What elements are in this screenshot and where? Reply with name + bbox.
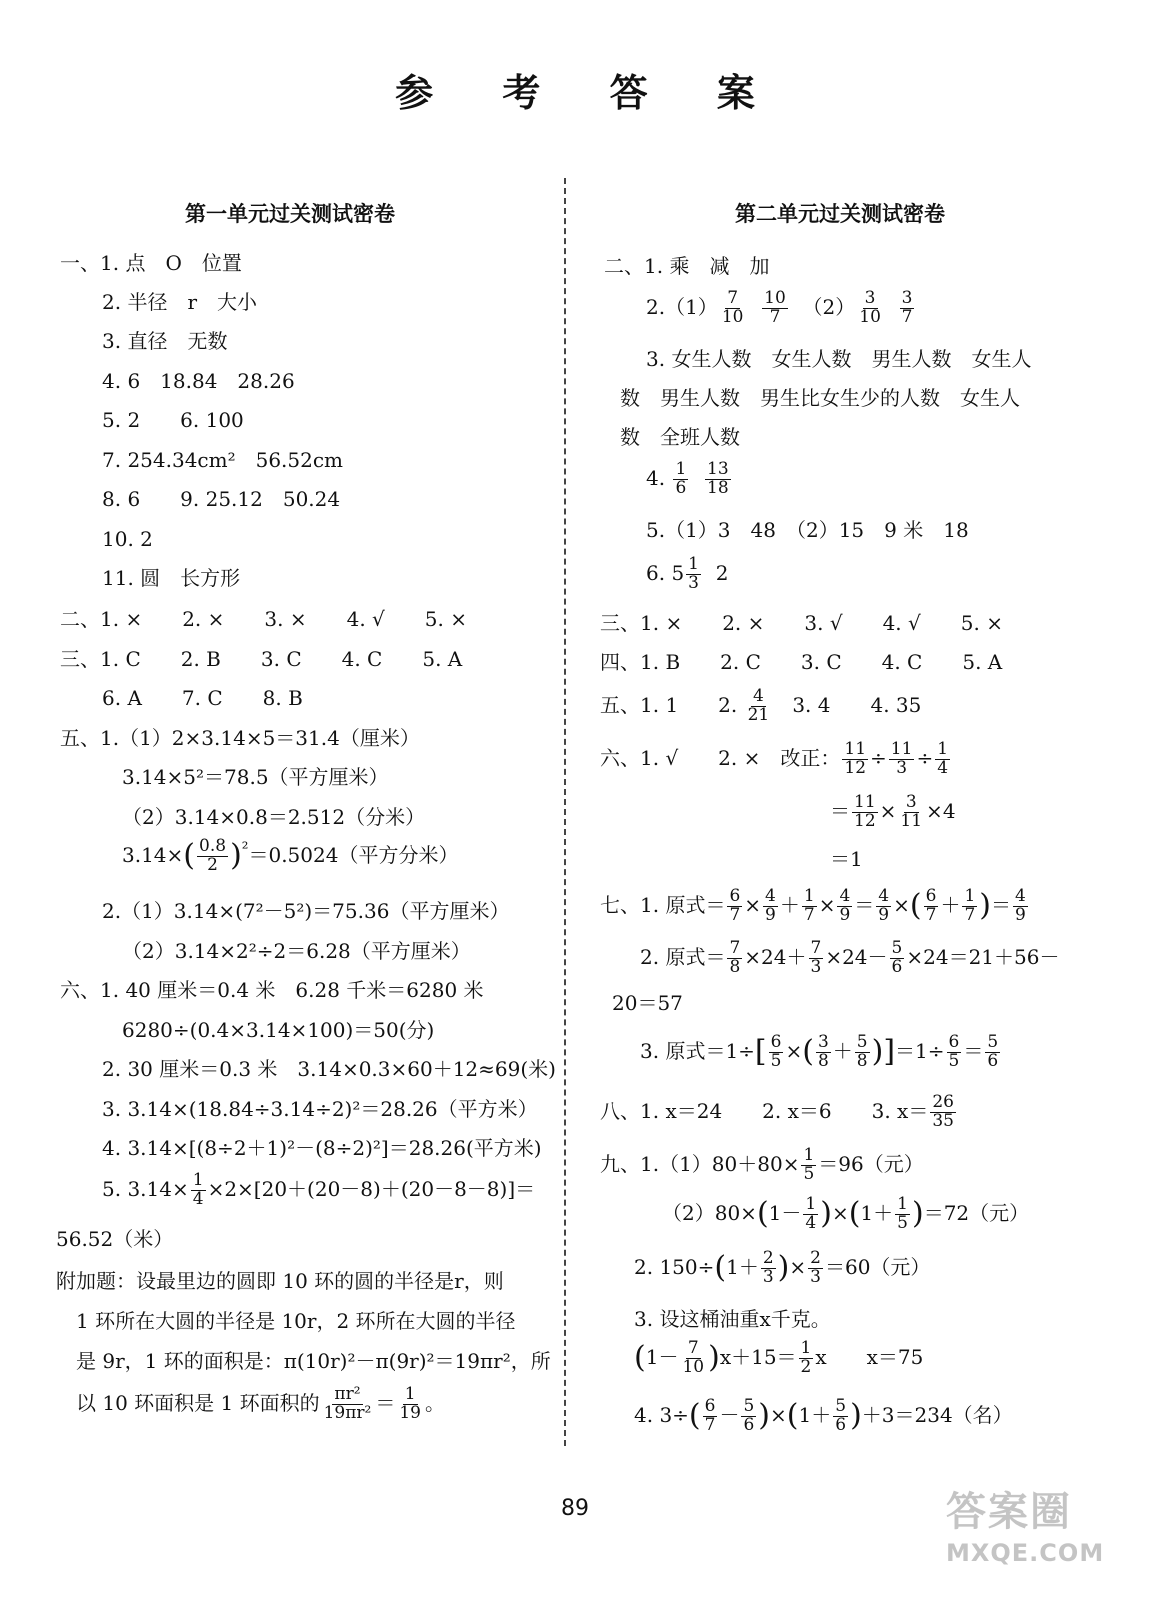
left-line: 五、1.（1）2×3.14×5＝31.4（厘米） <box>60 726 420 750</box>
left-formula-fraction-line: 3.14×( $\frac{0.8}{2}$ )$^{^2}$＝0.5024（平方分米） <box>122 836 459 875</box>
right-formula-line: 4. 3÷( $\frac{6}{7}$ － $\frac{5}{6}$ )×(1＋ $\frac{5}{6}$ )＋3＝234（名） <box>634 1396 1013 1435</box>
right-formula-line: 八、1. x＝24 2. x＝6 3. x＝ $\frac{26}{35}$ <box>600 1092 954 1131</box>
left-line: 3. 3.14×(18.84÷3.14÷2)²＝28.26（平方米） <box>102 1097 538 1121</box>
right-formula-line: ＝ $\frac{11}{12}$ × $\frac{3}{11}$ ×4 <box>830 792 956 831</box>
left-line: 二、1. × 2. × 3. × 4. √ 5. × <box>60 607 467 631</box>
left-line: 三、1. C 2. B 3. C 4. C 5. A <box>60 647 463 671</box>
left-line: 6280÷(0.4×3.14×100)＝50(分) <box>122 1018 435 1042</box>
left-line: 4. 6 18.84 28.26 <box>102 369 295 393</box>
page-title: 参 考 答 案 <box>395 71 783 115</box>
left-heading: 第一单元过关测试密卷 <box>185 202 395 226</box>
left-line: （2）3.14×0.8＝2.512（分米） <box>122 805 426 829</box>
right-formula-line: 2. 150÷(1＋ $\frac{2}{3}$ )× $\frac{2}{3}$ ＝60（元） <box>634 1248 931 1287</box>
left-line: 3. 直径 无数 <box>102 329 228 353</box>
right-line: 20＝57 <box>612 991 683 1015</box>
right-line: 四、1. B 2. C 3. C 4. C 5. A <box>600 650 1003 674</box>
left-line: （2）3.14×2²÷2＝6.28（平方厘米） <box>122 939 471 963</box>
left-line: 5. 2 6. 100 <box>102 408 244 432</box>
right-line: 3. 设这桶油重x千克。 <box>634 1307 831 1331</box>
page-number: 89 <box>561 1496 589 1521</box>
left-line: 10. 2 <box>102 527 153 551</box>
right-line: 3. 女生人数 女生人数 男生人数 女生人 <box>646 347 1032 371</box>
left-line: 六、1. 40 厘米＝0.4 米 6.28 千米＝6280 米 <box>60 978 484 1002</box>
right-formula-line: 4. $\frac{1}{6}$ $\frac{13}{18}$ <box>646 459 729 498</box>
right-formula-line: 六、1. √ 2. × 改正： $\frac{11}{12}$ ÷ $\frac{11}{3}$ ÷ $\frac{1}{4}$ <box>600 739 949 778</box>
left-line: 1 环所在大圆的半径是 10r，2 环所在大圆的半径 <box>76 1309 516 1333</box>
right-formula-line: (1－ $\frac{7}{10}$ )x＋15＝ $\frac{1}{2}$ x x＝75 <box>634 1338 924 1377</box>
left-line: 4. 3.14×[(8÷2＋1)²－(8÷2)²]＝28.26(平方米) <box>102 1136 542 1160</box>
left-formula-line: 以 10 环面积是 1 环面积的 $\frac{\text{πr²}}{\text{19πr²}}$ ＝ $\frac{1}{19}$ 。 <box>76 1384 445 1423</box>
left-line: 11. 圆 长方形 <box>102 566 241 590</box>
right-formula-line: 九、1.（1）80＋80× $\frac{1}{5}$ ＝96（元） <box>600 1145 924 1184</box>
right-formula-line: 6. 5 $\frac{1}{3}$ 2 <box>646 554 729 593</box>
right-line: ＝1 <box>830 847 863 871</box>
left-line: 2. 半径 r 大小 <box>102 290 257 314</box>
right-line: 数 男生人数 男生比女生少的人数 女生人 <box>620 386 1020 410</box>
left-line: 是 9r，1 环的面积是：π(10r)²－π(9r)²＝19πr²，所 <box>76 1349 551 1373</box>
column-divider <box>564 178 566 1446</box>
left-line: 2. 30 厘米＝0.3 米 3.14×0.3×60＋12≈69(米) <box>102 1057 556 1081</box>
left-line: 8. 6 9. 25.12 50.24 <box>102 487 341 511</box>
right-heading: 第二单元过关测试密卷 <box>735 202 945 226</box>
watermark-url: MXQE.COM <box>946 1539 1105 1567</box>
left-formula-line: 5. 3.14× $\frac{1}{4}$ ×2×[20＋(20－8)＋(20－8－8)]＝ <box>102 1170 536 1209</box>
right-formula-line: 3. 原式＝1÷[ $\frac{6}{5}$ ×( $\frac{3}{8}$ ＋ $\frac{5}{8}$ )]＝1÷ $\frac{6}{5}$ ＝ $\frac{5}{6}$ <box>640 1032 999 1071</box>
left-line: 6. A 7. C 8. B <box>102 686 303 710</box>
right-formula-line: 2.（1） $\frac{7}{10}$ $\frac{10}{7}$ （2） $\frac{3}{10}$ $\frac{3}{7}$ <box>646 288 913 327</box>
right-formula-line: 五、1. 1 2. $\frac{4}{21}$ 3. 4 4. 35 <box>600 686 922 725</box>
right-line: 三、1. × 2. × 3. √ 4. √ 5. × <box>600 611 1003 635</box>
left-line: 3.14×5²＝78.5（平方厘米） <box>122 765 389 789</box>
right-formula-line: （2）80×(1－ $\frac{1}{4}$ )×(1＋ $\frac{1}{5}$ )＝72（元） <box>662 1194 1030 1233</box>
right-formula-line: 2. 原式＝ $\frac{7}{8}$ ×24＋ $\frac{7}{3}$ ×24－ $\frac{5}{6}$ ×24＝21＋56－ <box>640 938 1060 977</box>
left-line: 56.52（米） <box>56 1227 174 1251</box>
right-formula-line: 七、1. 原式＝ $\frac{6}{7}$ × $\frac{4}{9}$ ＋ $\frac{1}{7}$ × $\frac{4}{9}$ ＝ $\frac{4}{9}$ ×( $\frac{6}{7}$ ＋ $\frac{1}{7}$ )＝ $\frac{4}{9}$ <box>600 886 1026 925</box>
left-line: 附加题：设最里边的圆即 10 环的圆的半径是r，则 <box>56 1269 504 1293</box>
left-line: 一、1. 点 O 位置 <box>60 251 242 275</box>
watermark-logo <box>946 1480 1136 1590</box>
right-line: 5.（1）3 48 （2）15 9 米 18 <box>646 518 969 542</box>
watermark-text: 答案圈 <box>946 1489 1072 1535</box>
left-line: 7. 254.34cm² 56.52cm <box>102 448 344 472</box>
right-line: 二、1. 乘 减 加 <box>604 254 770 278</box>
right-line: 数 全班人数 <box>620 425 740 449</box>
left-line: 2.（1）3.14×(7²－5²)＝75.36（平方厘米） <box>102 899 510 923</box>
